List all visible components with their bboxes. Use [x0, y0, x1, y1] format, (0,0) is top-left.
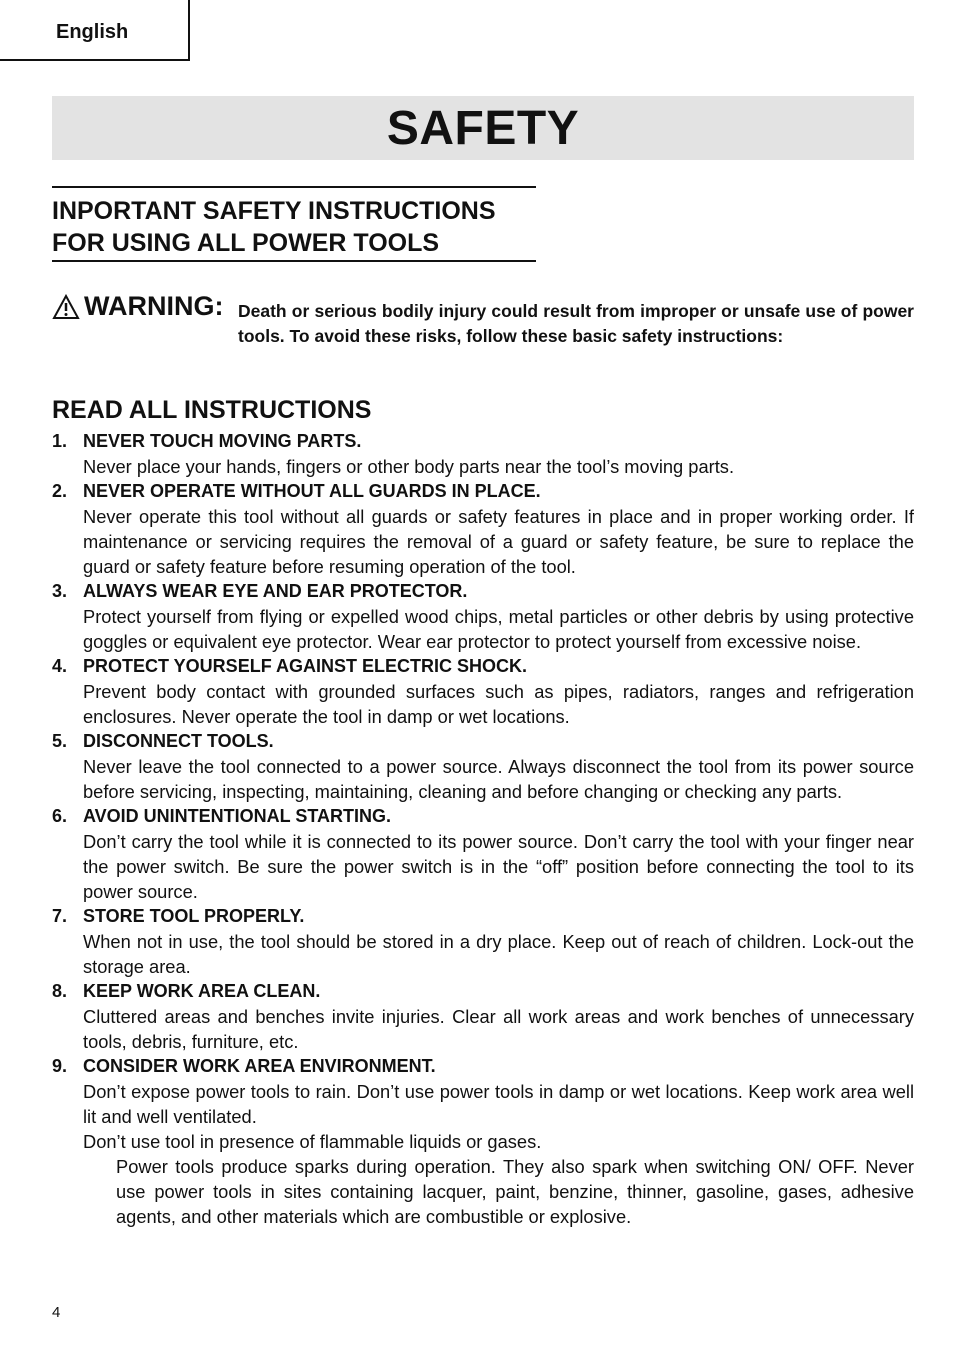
item-number: 1.: [52, 431, 68, 451]
list-item: [52, 429, 914, 479]
item-number: 4.: [52, 656, 68, 676]
page-title: SAFETY: [386, 101, 580, 155]
item-body: Don’t expose power tools to rain. Don’t use power tools in damp or wet locations. Keep work area well lit and well ventilated.: [83, 1081, 914, 1127]
item-body: When not in use, the tool should be stored in a dry place. Keep out of reach of children. Lock-out the storage area.: [83, 931, 914, 977]
item-title: KEEP WORK AREA CLEAN.: [83, 981, 321, 1001]
item-number: 6.: [52, 806, 68, 826]
list-item: [52, 729, 914, 804]
item-title: CONSIDER WORK AREA ENVIRONMENT.: [83, 1056, 436, 1076]
section-heading-line2: FOR USING ALL POWER TOOLS: [52, 229, 440, 257]
item-number: 2.: [52, 481, 68, 501]
item-number: 7.: [52, 906, 68, 926]
item-body: Protect yourself from flying or expelled wood chips, metal particles or other debris by using protective goggles or equivalent eye protector. Wear ear protector to protect yourself from excessive noise.: [83, 606, 914, 652]
list-item: [52, 1054, 914, 1229]
safety-instruction-list: [52, 429, 914, 1229]
item-number: 9.: [52, 1056, 68, 1076]
list-item: [52, 979, 914, 1054]
warning-text: Death or serious bodily injury could result from improper or unsafe use of power tools. To avoid these risks, follow these basic safety instructions:: [238, 301, 914, 346]
item-title: ALWAYS WEAR EYE AND EAR PROTECTOR.: [83, 581, 468, 601]
page-number: 4: [52, 1304, 61, 1321]
item-body: Cluttered areas and benches invite injuries. Clear all work areas and work benches of unnecessary tools, debris, furniture, etc.: [83, 1006, 914, 1052]
item-body: Prevent body contact with grounded surfaces such as pipes, radiators, ranges and refrigeration enclosures. Never operate the tool in damp or wet locations.: [83, 681, 914, 727]
item-body: Never operate this tool without all guards or safety features in place and in proper working order. If maintenance or servicing requires the removal of a guard or safety feature, be sure to replace the guard or safety feature before resuming operation of the tool.: [83, 506, 914, 577]
item-title: DISCONNECT TOOLS.: [83, 731, 274, 751]
read-all-heading: READ ALL INSTRUCTIONS: [52, 396, 372, 424]
item-number: 8.: [52, 981, 68, 1001]
item-title: NEVER TOUCH MOVING PARTS.: [83, 431, 362, 451]
list-item: [52, 579, 914, 654]
list-item: [52, 654, 914, 729]
list-item: [52, 479, 914, 579]
item-body-note: Power tools produce sparks during operation. They also spark when switching ON/ OFF. Never use power tools in sites containing lacquer, paint, benzine, thinner, gasoline, gases, adhesive agents, and other materials which are combustible or explosive.: [116, 1156, 914, 1227]
item-body: Never place your hands, fingers or other body parts near the tool’s moving parts.: [83, 456, 735, 477]
warning-triangle-icon: [52, 294, 80, 320]
item-body: Never leave the tool connected to a power source. Always disconnect the tool from its power source before servicing, inspecting, maintaining, cleaning and before changing or checking any parts.: [83, 756, 914, 802]
list-item: [52, 804, 914, 904]
list-item: [52, 904, 914, 979]
item-number: 3.: [52, 581, 68, 601]
title-banner: [52, 96, 914, 160]
section-heading: [52, 186, 536, 262]
language-label: English: [56, 21, 129, 43]
item-body-secondary: Don’t use tool in presence of flammable liquids or gases.: [83, 1131, 542, 1152]
item-title: PROTECT YOURSELF AGAINST ELECTRIC SHOCK.: [83, 656, 528, 676]
item-title: STORE TOOL PROPERLY.: [83, 906, 305, 926]
item-title: NEVER OPERATE WITHOUT ALL GUARDS IN PLACE.: [83, 481, 541, 501]
item-number: 5.: [52, 731, 68, 751]
language-tab: [0, 0, 190, 61]
warning-label: WARNING:: [84, 291, 224, 321]
section-heading-line1: INPORTANT SAFETY INSTRUCTIONS: [52, 197, 496, 225]
warning-label-group: [52, 291, 223, 322]
item-body: Don’t carry the tool while it is connected to its power source. Don’t carry the tool with your finger near the power switch. Be sure the power switch is in the “off” position before connecting the tool to its power source.: [83, 831, 914, 902]
item-title: AVOID UNINTENTIONAL STARTING.: [83, 806, 391, 826]
